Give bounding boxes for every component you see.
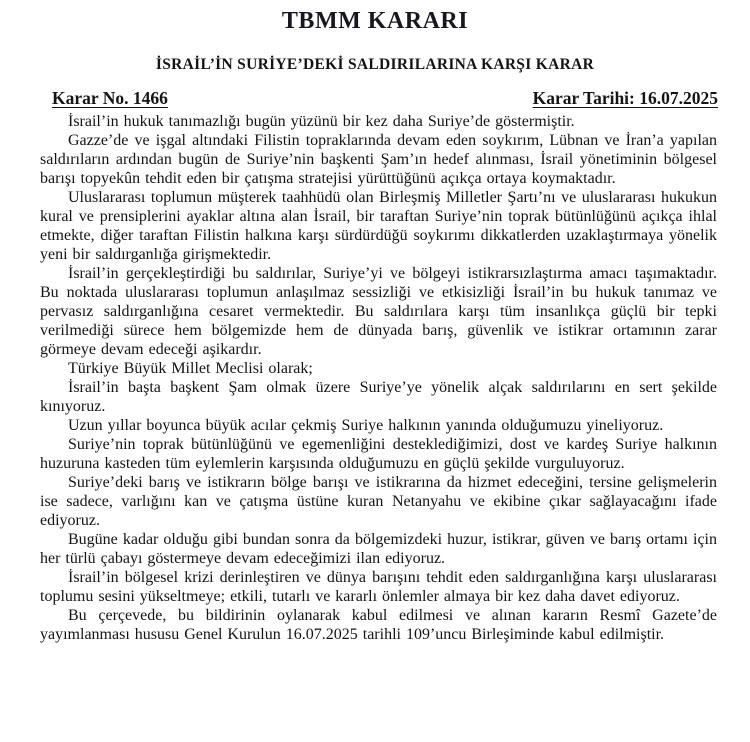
paragraph-solidarity: Uzun yıllar boyunca büyük acılar çekmiş Suriye halkının yanında olduğumuzu yineliyoruz. [68, 417, 664, 434]
paragraph-destabilization: İsrail’in gerçekleştirdiği bu saldırılar, Suriye’yi ve bölgeyi istikrarsızlaştırma amacı taşımaktadır. Bu noktada uluslararası toplumun anlaşılmaz sessizliği ve etkisizliği İsrail’in bu hukuk tanımaz ve pervasız saldırganlığına cesaret vermektedir. Bu saldırılara karşı tüm insanlıkça güçlü bir tepki verilmediği sürece hem bölgemizde hem de dünyada barış, güvenlik ve istikrar ortamının zarar görmeye devam edeceği aşikardır. [40, 265, 717, 358]
decision-number: Karar No. 1466 [52, 88, 168, 108]
paragraph-intro: İsrail’in hukuk tanımazlığı bugün yüzünü bir kez daha Suriye’de göstermiştir. [68, 113, 575, 130]
paragraph-regional-peace: Suriye’deki barış ve istikrarın bölge barışı ve istikrarına da hizmet edeceğini, tersine gelişmelerin ise sadece, varlığını kan ve çatışma üstüne kuran Netanyahu ve ekibine çıkar sağlayacağını ifade ediyoruz. [40, 474, 717, 529]
paragraph-adoption: Bu çerçevede, bu bildirinin oylanarak kabul edilmesi ve alınan kararın Resmî Gazete’de yayımlanması hususu Genel Kurulun 16.07.2025 tarihli 109’uncu Birleşiminde kabul edilmiştir. [40, 607, 717, 643]
paragraph-continued-efforts: Bugüne kadar olduğu gibi bundan sonra da bölgemizdeki huzur, istikrar, güven ve barış ortamı için her türlü çabayı göstermeye devam edeceğimizi ilan ediyoruz. [40, 531, 717, 567]
document-subtitle: İSRAİL’İN SURİYE’DEKİ SALDIRILARINA KARŞI KARAR [155, 56, 595, 73]
document-body [40, 112, 717, 644]
decision-meta-row [52, 88, 718, 109]
paragraph-international-call: İsrail’in bölgesel krizi derinleştiren ve dünya barışını tehdit eden saldırganlığına karşı uluslararası toplumu sesini yükseltmeye; etkili, tutarlı ve kararlı önlemler almaya bir kez daha davet ediyoruz. [40, 569, 717, 605]
paragraph-territorial-integrity: Suriye’nin toprak bütünlüğünü ve egemenliğini desteklediğimizi, dost ve kardeş Suriye halkının huzuruna kasteden tüm eylemlerin karşısında olduğumuzu en güçlü şekilde vurguluyoruz. [40, 436, 717, 472]
paragraph-gaza-context: Gazze’de ve işgal altındaki Filistin topraklarında devam eden soykırım, Lübnan ve İran’a yapılan saldırıların ardından bugün de Suriye’nin başkenti Şam’ın hedef alınması, İsrail yönetiminin bölgesel barışı topyekûn tehdit eden bir çatışma stratejisi yürüttüğünü açıkça ortaya koymaktadır. [40, 132, 717, 187]
paragraph-un-charter: Uluslararası toplumun müşterek taahhüdü olan Birleşmiş Milletler Şartı’nı ve uluslararası hukukun kural ve prensiplerini ayaklar altına alan İsrail, bir taraftan Suriye’nin toprak bütünlüğünü açıkça ihlal etmekte, diğer taraftan Filistin halkına karşı sürdürdüğü soykırımı dikkatlerden uzaklaştırmaya yönelik yeni bir saldırganlığa girişmektedir. [40, 189, 717, 263]
document-title: TBMM KARARI [281, 8, 469, 34]
paragraph-assembly-declaration: Türkiye Büyük Millet Meclisi olarak; [68, 360, 313, 377]
decision-date: Karar Tarihi: 16.07.2025 [532, 88, 718, 108]
paragraph-condemnation: İsrail’in başta başkent Şam olmak üzere Suriye’ye yönelik alçak saldırılarını en sert şekilde kınıyoruz. [40, 379, 717, 415]
